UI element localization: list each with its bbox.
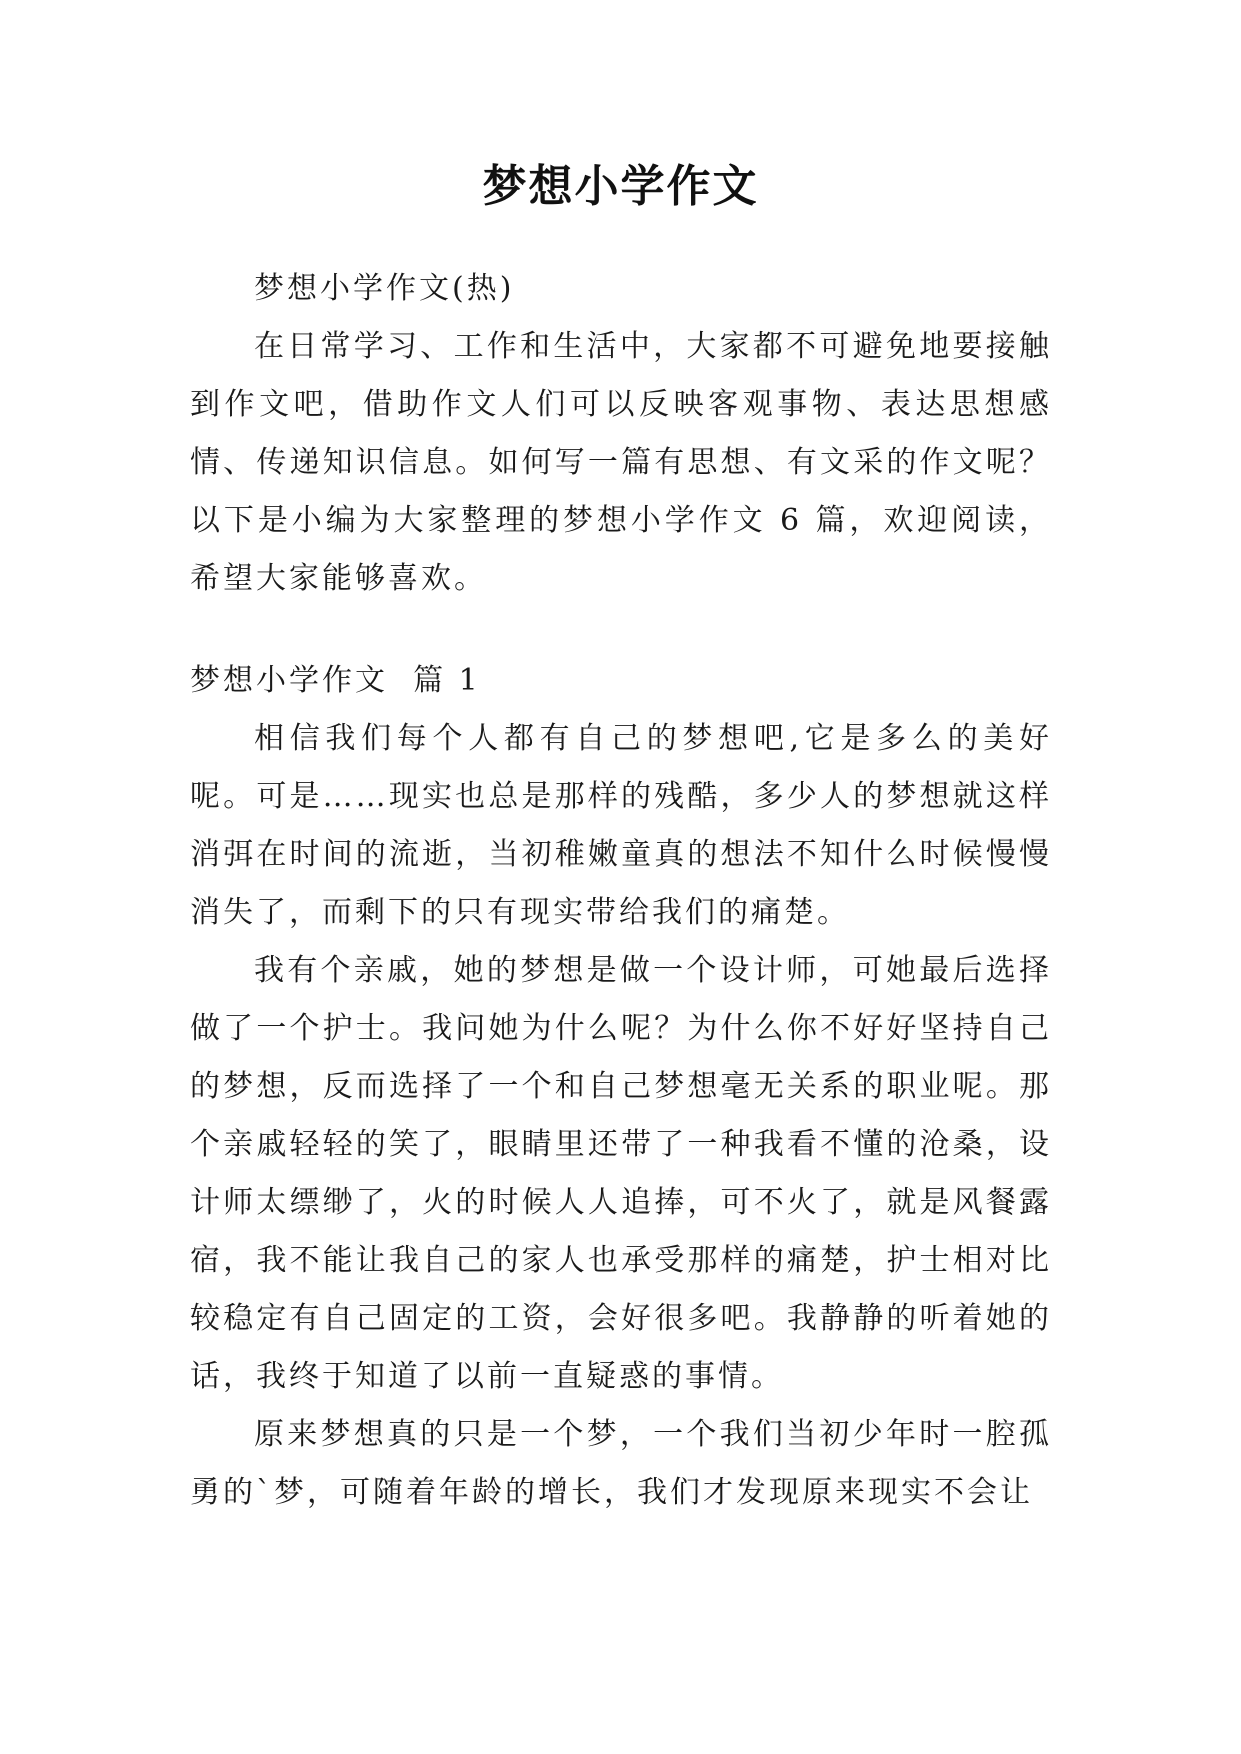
paragraph: 原来梦想真的只是一个梦，一个我们当初少年时一腔孤勇的`梦，可随着年龄的增长，我们才发现原来现实不会让 — [190, 1417, 1052, 1510]
paragraph: 我有个亲戚，她的梦想是做一个设计师，可她最后选择做了一个护士。我问她为什么呢？为什么你不好好坚持自己的梦想，反而选择了一个和自己梦想毫无关系的职业呢。那个亲戚轻轻的笑了，眼睛里还带了一种我看不懂的沧桑，设计师太缥缈了，火的时候人人追捧，可不火了，就是风餐露宿，我不能让我自己的家人也承受那样的痛楚，护士相对比较稳定有自己固定的工资，会好很多吧。我静静的听着她的话，我终于知道了以前一直疑惑的事情。 — [190, 953, 1052, 1394]
subtitle: 梦想小学作文(热) — [254, 271, 515, 306]
document-title: 梦想小学作文 — [482, 161, 759, 212]
document-body — [190, 260, 1052, 1522]
intro-paragraph: 在日常学习、工作和生活中，大家都不可避免地要接触到作文吧，借助作文人们可以反映客观事物、表达思想感情、传递知识信息。如何写一篇有思想、有文采的作文呢？以下是小编为大家整理的梦想小学作文 6 篇，欢迎阅读，希望大家能够喜欢。 — [190, 329, 1052, 596]
section-heading: 梦想小学作文 篇 1 — [190, 663, 481, 698]
paragraph: 相信我们每个人都有自己的梦想吧,它是多么的美好呢。可是……现实也总是那样的残酷，多少人的梦想就这样消弭在时间的流逝，当初稚嫩童真的想法不知什么时候慢慢消失了，而剩下的只有现实带给我们的痛楚。 — [190, 721, 1052, 930]
